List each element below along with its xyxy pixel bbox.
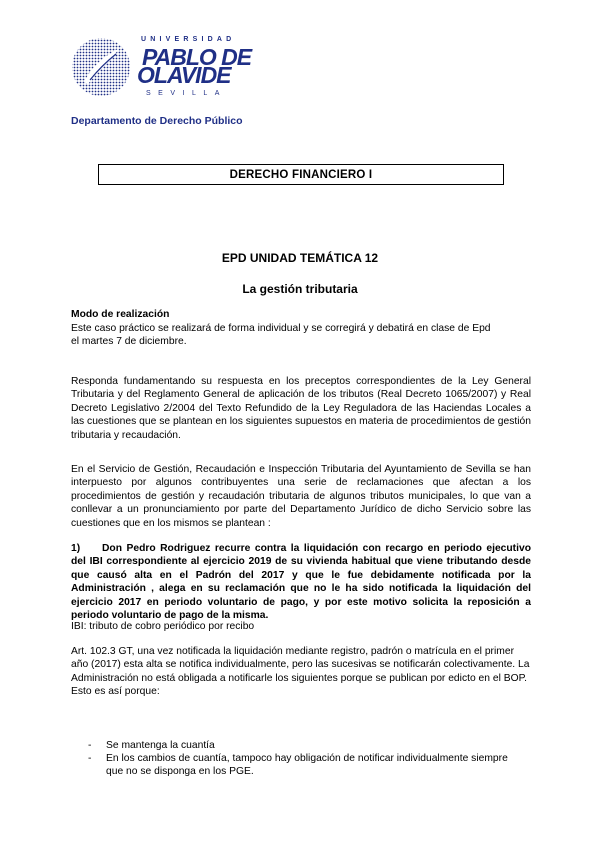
department-name: Departamento de Derecho Público [71, 115, 243, 127]
logo-name-line1: PABLO DE [142, 44, 252, 70]
bullet-dash: - [88, 740, 92, 751]
logo-city: SEVILLA [146, 90, 227, 97]
context-paragraph: En el Servicio de Gestión, Recaudación e Inspección Tributaria del Ayuntamiento de Sevilla se han interpuesto por algunos contribuyentes una serie de reclamaciones que afectan a los procedimientos de gestión y recaudación tributaria de algunos tributos municipales, lo que van a conllevar a un pronunciamiento por parte del Departamento Jurídico de dicho Servicio sobre las cuestiones que en los mismos se plantean : [71, 464, 531, 529]
ibi-note: IBI: tributo de cobro periódico por recibo [71, 621, 255, 632]
unit-heading: EPD UNIDAD TEMÁTICA 12 [221, 251, 379, 265]
modo-line2: el martes 7 de diciembre. [71, 336, 187, 347]
course-title-box [98, 164, 504, 185]
question1-number: 1) [71, 543, 81, 554]
modo-heading: Modo de realización [71, 309, 170, 320]
logo-emblem-icon [70, 36, 132, 98]
modo-line1: Este caso práctico se realizará de forma individual y se corregirá y debatirá en clase de Epd [71, 323, 491, 334]
course-title: DERECHO FINANCIERO I [229, 168, 373, 181]
bullet-item: Se mantenga la cuantía [106, 740, 215, 751]
question1-text: Don Pedro Rodriguez recurre contra la liquidación con recargo en periodo ejecutivo del IBI correspondiente al ejercicio 2019 de su vivienda habitual que viene tributando desde que causó alta en el Padrón del 2017 y que le fue debidamente notificada por la Administración , alega en su reclamación que no le ha sido notificada la liquidación del ejercicio 2017 en periodo voluntario de pago, y por este motivo solicita la reposición a periodo voluntario de pago de la misma. [71, 543, 531, 622]
unit-subtitle: La gestión tributaria [242, 282, 358, 296]
logo-top-text: UNIVERSIDAD [141, 36, 236, 43]
logo-name-line2: OLAVIDE [137, 62, 231, 88]
intro-paragraph: Responda fundamentando su respuesta en los preceptos correspondientes de la Ley General Tributaria y del Reglamento General de aplicación de los tributos (Real Decreto 1065/2007) y Real Decreto Legislativo 2/2004 del Texto Refundido de la Ley Reguladora de las Haciendas Locales a las cuestiones que se plantean en los siguientes supuestos en materia de procedimientos de gestión tributaria y recaudación. [71, 376, 531, 441]
bullet-dash: - [88, 753, 92, 764]
bullet-item: En los cambios de cuantía, tampoco hay obligación de notificar individualmente siempre que no se disponga en los PGE. [106, 753, 508, 778]
article-paragraph: Art. 102.3 GT, una vez notificada la liquidación mediante registro, padrón o matrícula en el primer año (2017) esta alta se notifica individualmente, pero las sucesivas se notificarán colectivamente. La Administración no está obligada a notificarle los siguientes porque se publican por edicto en el BOP. Esto es así porque: [71, 646, 530, 698]
